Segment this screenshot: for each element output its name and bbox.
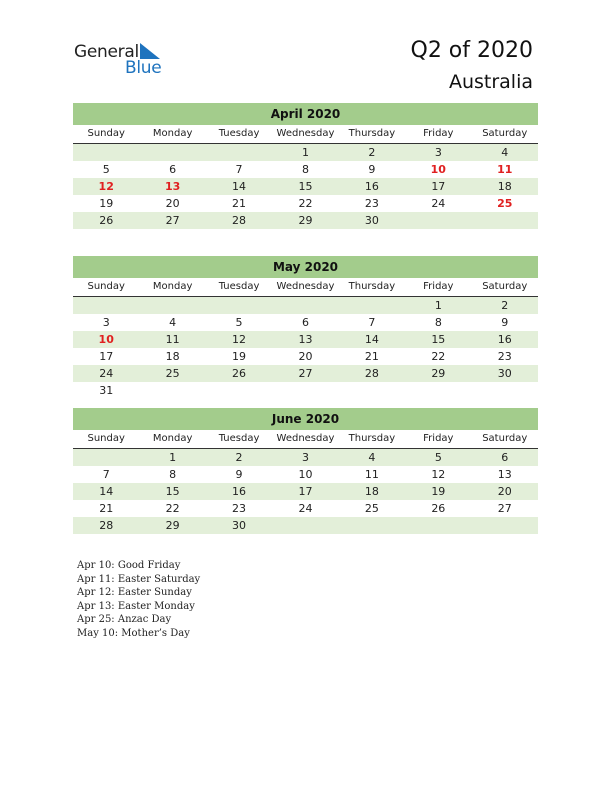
day-cell: 19: [99, 197, 114, 210]
day-cell: 23: [497, 350, 512, 363]
day-cell: 25: [165, 367, 180, 380]
day-cell: 23: [232, 502, 247, 515]
day-cell: 29: [431, 367, 446, 380]
page-title: Q2 of 2020: [410, 38, 533, 63]
week-row: [73, 144, 538, 161]
empty-day-cell: [405, 382, 471, 399]
day-cell: 8: [434, 316, 442, 329]
day-cell: 14: [99, 485, 114, 498]
empty-day-cell: [139, 297, 205, 314]
day-cell: 22: [298, 197, 313, 210]
day-cell: 7: [368, 316, 376, 329]
day-cell: 17: [99, 350, 114, 363]
month-june: [73, 408, 538, 534]
country-subtitle: Australia: [448, 71, 533, 93]
day-cell: 9: [501, 316, 509, 329]
empty-day-cell: [139, 144, 205, 161]
empty-day-cell: [206, 382, 272, 399]
week-row: [73, 178, 538, 195]
day-cell: 11: [165, 333, 180, 346]
day-cell: 6: [301, 316, 309, 329]
day-cell: 4: [169, 316, 177, 329]
weekday-label: Thursday: [348, 433, 396, 444]
day-cell: 26: [232, 367, 247, 380]
day-cell: 13: [164, 180, 181, 193]
weekday-header-row: [73, 278, 538, 297]
day-cell: 10: [298, 468, 313, 481]
day-cell: 9: [368, 163, 376, 176]
day-cell: 18: [165, 350, 180, 363]
day-cell: 17: [431, 180, 446, 193]
week-row: [73, 365, 538, 382]
weekday-header-row: [73, 430, 538, 449]
day-cell: 1: [169, 451, 177, 464]
weekday-label: Sunday: [87, 433, 125, 444]
day-cell: 15: [165, 485, 180, 498]
week-row: [73, 297, 538, 314]
day-cell: 2: [501, 299, 509, 312]
day-cell: 28: [364, 367, 379, 380]
weekday-label: Monday: [152, 128, 193, 139]
week-row: [73, 466, 538, 483]
day-cell: 1: [434, 299, 442, 312]
week-row: [73, 382, 538, 399]
day-cell: 12: [431, 468, 446, 481]
day-cell: 9: [235, 468, 243, 481]
empty-day-cell: [73, 297, 139, 314]
day-cell: 4: [368, 451, 376, 464]
empty-day-cell: [472, 382, 538, 399]
week-row: [73, 331, 538, 348]
month-title: June 2020: [73, 408, 538, 430]
day-cell: 23: [364, 197, 379, 210]
day-cell: 18: [497, 180, 512, 193]
week-row: [73, 517, 538, 534]
day-cell: 13: [298, 333, 313, 346]
empty-day-cell: [472, 517, 538, 534]
holiday-note: Apr 12: Easter Sunday: [77, 587, 192, 598]
day-cell: 5: [434, 451, 442, 464]
weekday-label: Monday: [152, 281, 193, 292]
day-cell: 28: [99, 519, 114, 532]
day-cell: 20: [165, 197, 180, 210]
day-cell: 16: [232, 485, 247, 498]
day-cell: 15: [298, 180, 313, 193]
day-cell: 8: [301, 163, 309, 176]
day-cell: 20: [497, 485, 512, 498]
month-may: [73, 256, 538, 399]
weekday-label: Friday: [423, 433, 454, 444]
day-cell: 13: [497, 468, 512, 481]
empty-day-cell: [339, 517, 405, 534]
logo-word-blue: Blue: [125, 58, 162, 78]
day-cell: 20: [298, 350, 313, 363]
weekday-label: Friday: [423, 128, 454, 139]
day-cell: 29: [298, 214, 313, 227]
day-cell: 11: [497, 163, 513, 176]
day-cell: 16: [364, 180, 379, 193]
holiday-note: Apr 10: Good Friday: [77, 560, 181, 571]
day-cell: 30: [497, 367, 512, 380]
week-row: [73, 195, 538, 212]
week-row: [73, 348, 538, 365]
day-cell: 18: [364, 485, 379, 498]
day-cell: 22: [431, 350, 446, 363]
holiday-note: Apr 13: Easter Monday: [77, 600, 195, 612]
day-cell: 3: [301, 451, 309, 464]
weekday-label: Wednesday: [276, 281, 335, 292]
week-row: [73, 314, 538, 331]
day-cell: 3: [102, 316, 110, 329]
day-cell: 10: [430, 163, 446, 176]
empty-day-cell: [272, 297, 338, 314]
weekday-label: Tuesday: [218, 128, 260, 139]
empty-day-cell: [139, 382, 205, 399]
weekday-label: Saturday: [482, 128, 528, 139]
day-cell: 12: [232, 333, 247, 346]
day-cell: 7: [235, 163, 243, 176]
day-cell: 27: [165, 214, 180, 227]
weekday-label: Sunday: [87, 281, 125, 292]
empty-day-cell: [339, 297, 405, 314]
day-cell: 14: [232, 180, 247, 193]
empty-day-cell: [405, 517, 471, 534]
day-cell: 8: [169, 468, 177, 481]
day-cell: 27: [298, 367, 313, 380]
holiday-note: May 10: Mother’s Day: [77, 627, 190, 639]
day-cell: 24: [298, 502, 313, 515]
day-cell: 24: [99, 367, 114, 380]
week-row: [73, 500, 538, 517]
day-cell: 25: [364, 502, 379, 515]
day-cell: 31: [99, 384, 114, 397]
empty-day-cell: [272, 517, 338, 534]
day-cell: 30: [364, 214, 379, 227]
week-row: [73, 161, 538, 178]
empty-day-cell: [272, 382, 338, 399]
weekday-label: Thursday: [348, 128, 396, 139]
empty-day-cell: [405, 212, 471, 229]
weekday-label: Wednesday: [276, 433, 335, 444]
day-cell: 22: [165, 502, 180, 515]
weekday-label: Tuesday: [218, 433, 260, 444]
day-cell: 28: [232, 214, 247, 227]
day-cell: 12: [98, 180, 114, 193]
day-cell: 24: [431, 197, 446, 210]
day-cell: 10: [98, 333, 114, 346]
day-cell: 25: [497, 197, 513, 210]
weekday-header-row: [73, 125, 538, 144]
holiday-note: Apr 11: Easter Saturday: [77, 573, 201, 585]
empty-day-cell: [73, 449, 139, 466]
generalblue-logo: [74, 42, 174, 78]
day-cell: 1: [301, 146, 309, 159]
day-cell: 11: [364, 468, 379, 481]
day-cell: 14: [364, 333, 379, 346]
day-cell: 26: [431, 502, 446, 515]
empty-day-cell: [339, 382, 405, 399]
day-cell: 30: [232, 519, 247, 532]
day-cell: 17: [298, 485, 313, 498]
day-cell: 6: [501, 451, 509, 464]
day-cell: 29: [165, 519, 180, 532]
day-cell: 27: [497, 502, 512, 515]
day-cell: 21: [99, 502, 114, 515]
empty-day-cell: [73, 144, 139, 161]
weekday-label: Friday: [423, 281, 454, 292]
empty-day-cell: [206, 297, 272, 314]
day-cell: 3: [434, 146, 442, 159]
weekday-label: Sunday: [87, 128, 125, 139]
weekday-label: Saturday: [482, 433, 528, 444]
day-cell: 26: [99, 214, 114, 227]
day-cell: 5: [235, 316, 243, 329]
day-cell: 21: [364, 350, 379, 363]
day-cell: 7: [102, 468, 110, 481]
month-april: [73, 103, 538, 229]
weekday-label: Wednesday: [276, 128, 335, 139]
month-title: May 2020: [73, 256, 538, 278]
day-cell: 19: [232, 350, 247, 363]
day-cell: 2: [235, 451, 243, 464]
holiday-notes: [77, 559, 200, 640]
day-cell: 19: [431, 485, 446, 498]
day-cell: 2: [368, 146, 376, 159]
weekday-label: Saturday: [482, 281, 528, 292]
day-cell: 6: [169, 163, 177, 176]
day-cell: 5: [102, 163, 110, 176]
week-row: [73, 483, 538, 500]
week-row: [73, 212, 538, 229]
empty-day-cell: [472, 212, 538, 229]
day-cell: 15: [431, 333, 446, 346]
day-cell: 4: [501, 146, 509, 159]
weekday-label: Monday: [152, 433, 193, 444]
empty-day-cell: [206, 144, 272, 161]
logo-word-general: General: [74, 42, 139, 62]
day-cell: 21: [232, 197, 247, 210]
holiday-note: Apr 25: Anzac Day: [77, 614, 172, 625]
weekday-label: Tuesday: [218, 281, 260, 292]
weekday-label: Thursday: [348, 281, 396, 292]
week-row: [73, 449, 538, 466]
logo-triangle-icon: [140, 43, 160, 59]
day-cell: 16: [497, 333, 512, 346]
month-title: April 2020: [73, 103, 538, 125]
